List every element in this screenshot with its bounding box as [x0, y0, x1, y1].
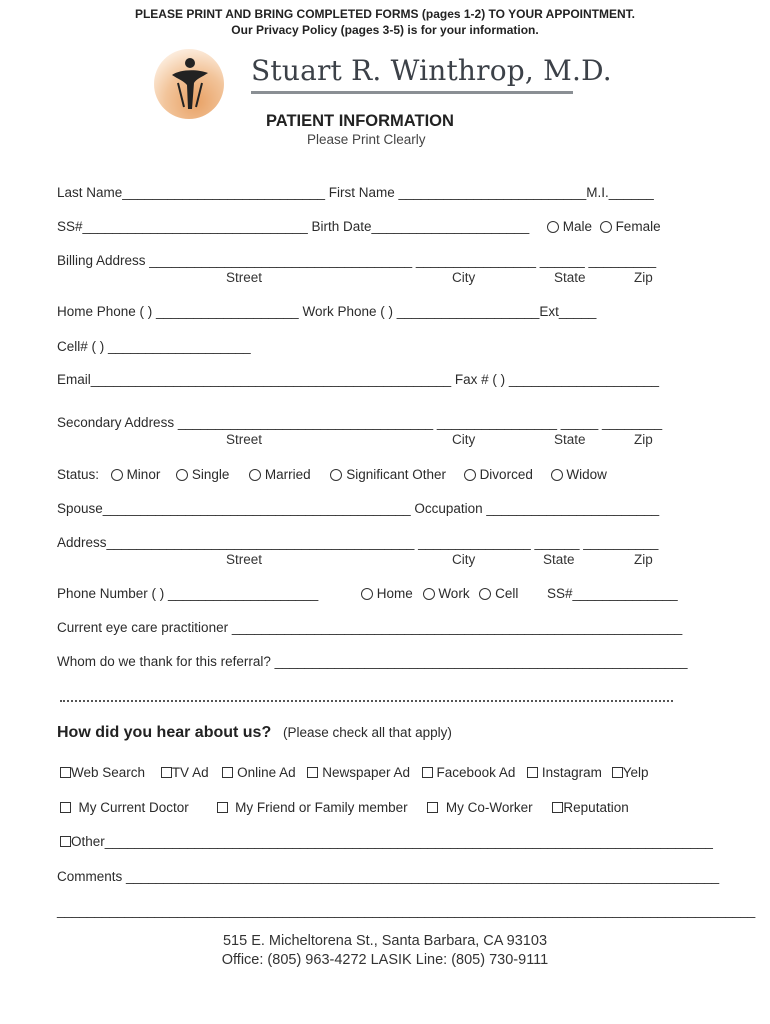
notice-line-2: Our Privacy Policy (pages 3-5) is for your information. [231, 23, 539, 37]
footer-phones: Office: (805) 963-4272 LASIK Line: (805) 730-9111 [221, 952, 549, 968]
female-label: Female [615, 219, 661, 234]
form-title: PATIENT INFORMATION [266, 112, 454, 130]
comments-row[interactable]: Comments _______________________________________________________________________________ [57, 869, 720, 884]
cell-row[interactable]: Cell# ( ) ___________________ [57, 339, 251, 354]
address-zip-label: Zip [634, 552, 653, 567]
ss-second-row[interactable]: SS#______________ [547, 586, 678, 601]
doctor-name: Stuart R. Winthrop, M.D. [251, 54, 612, 87]
status-divorced-label: Divorced [479, 467, 533, 482]
friend-family-label: My Friend or Family member [235, 800, 408, 815]
status-minor-label: Minor [126, 467, 161, 482]
current-doctor-checkbox[interactable] [60, 802, 71, 813]
co-worker-label: My Co-Worker [445, 800, 533, 815]
phone-cell-radio[interactable] [479, 588, 491, 600]
status-single-radio[interactable] [176, 469, 188, 481]
status-minor-radio[interactable] [111, 469, 123, 481]
newspaper-ad-checkbox[interactable] [307, 767, 318, 778]
female-radio[interactable] [600, 221, 612, 233]
sex-options [547, 219, 661, 234]
other-label[interactable]: Other_________________________________________________________________________________ [71, 834, 713, 849]
phone-type-options [361, 586, 518, 601]
phone-number-row[interactable]: Phone Number ( ) ____________________ [57, 586, 319, 601]
secondary-zip-label: Zip [634, 432, 653, 447]
status-divorced-radio[interactable] [464, 469, 476, 481]
status-label: Status: [57, 467, 100, 482]
yelp-checkbox[interactable] [612, 767, 623, 778]
hear-heading: How did you hear about us? [57, 724, 272, 741]
address-street-label: Street [226, 552, 263, 567]
instagram-label: Instagram [541, 765, 602, 780]
billing-state-label: State [554, 270, 586, 285]
hear-heading-row [57, 724, 452, 742]
spouse-row[interactable]: Spouse_________________________________________ Occupation _______________________ [57, 501, 660, 516]
friend-family-checkbox[interactable] [217, 802, 228, 813]
web-search-checkbox[interactable] [60, 767, 71, 778]
web-search-label: Web Search [71, 765, 146, 780]
phone-home-radio[interactable] [361, 588, 373, 600]
eye-care-practitioner-row[interactable]: Current eye care practitioner ____________________________________________________________ [57, 620, 683, 635]
co-worker-checkbox[interactable] [427, 802, 438, 813]
male-label: Male [562, 219, 593, 234]
billing-zip-label: Zip [634, 270, 653, 285]
doctor-name-rule [251, 91, 573, 94]
address-state-label: State [543, 552, 575, 567]
name-row[interactable]: Last Name___________________________ First Name _________________________M.I.______ [57, 185, 654, 200]
other-checkbox[interactable] [60, 836, 71, 847]
status-significant-other-radio[interactable] [330, 469, 342, 481]
yelp-label: Yelp [622, 765, 649, 780]
email-fax-row[interactable]: Email________________________________________________ Fax # ( ) ____________________ [57, 372, 660, 387]
referral-row[interactable]: Whom do we thank for this referral? _______________________________________________________ [57, 654, 688, 669]
online-ad-checkbox[interactable] [222, 767, 233, 778]
address-row[interactable]: Address_________________________________________ _______________ ______ __________ [57, 535, 659, 550]
facebook-ad-label: Facebook Ad [436, 765, 516, 780]
current-doctor-label: My Current Doctor [78, 800, 189, 815]
hear-note: (Please check all that apply) [283, 725, 452, 740]
footer-address: 515 E. Micheltorena St., Santa Barbara, CA 93103 [222, 933, 548, 949]
secondary-street-label: Street [226, 432, 263, 447]
reputation-checkbox[interactable] [552, 802, 563, 813]
status-row [57, 467, 607, 482]
phone-work-label: Work [438, 586, 470, 601]
status-single-label: Single [191, 467, 230, 482]
form-subtitle: Please Print Clearly [307, 132, 426, 147]
notice-line-1: PLEASE PRINT AND BRING COMPLETED FORMS (pages 1-2) TO YOUR APPOINTMENT. [134, 7, 636, 21]
phone-work-radio[interactable] [423, 588, 435, 600]
hear-options-row-1 [60, 765, 648, 780]
newspaper-ad-label: Newspaper Ad [322, 765, 411, 780]
status-significant-other-label: Significant Other [346, 467, 447, 482]
male-radio[interactable] [547, 221, 559, 233]
facebook-ad-checkbox[interactable] [422, 767, 433, 778]
billing-address-row[interactable]: Billing Address ___________________________________ ________________ ______ _________ [57, 253, 657, 268]
phone-home-label: Home [376, 586, 413, 601]
stylized-person-logo-icon [154, 49, 224, 119]
online-ad-label: Online Ad [237, 765, 296, 780]
status-widow-radio[interactable] [551, 469, 563, 481]
address-city-label: City [452, 552, 476, 567]
status-widow-label: Widow [566, 467, 607, 482]
billing-city-label: City [452, 270, 476, 285]
dotted-separator [60, 700, 673, 702]
status-married-label: Married [264, 467, 311, 482]
tv-ad-checkbox[interactable] [161, 767, 172, 778]
other-row [60, 834, 713, 849]
tv-ad-label: TV Ad [171, 765, 209, 780]
reputation-label: Reputation [563, 800, 629, 815]
phones-row[interactable]: Home Phone ( ) ___________________ Work Phone ( ) ___________________Ext_____ [57, 304, 597, 319]
hear-options-row-2 [60, 800, 629, 815]
secondary-city-label: City [452, 432, 476, 447]
status-married-radio[interactable] [249, 469, 261, 481]
secondary-state-label: State [554, 432, 586, 447]
phone-cell-label: Cell [495, 586, 519, 601]
secondary-address-row[interactable]: Secondary Address __________________________________ ________________ _____ ________ [57, 415, 663, 430]
billing-street-label: Street [226, 270, 263, 285]
ss-birthdate-row[interactable]: SS#______________________________ Birth Date_____________________ [57, 219, 530, 234]
comments-blank-line[interactable]: _____________________________________________________________________________________________ [57, 903, 756, 918]
instagram-checkbox[interactable] [527, 767, 538, 778]
